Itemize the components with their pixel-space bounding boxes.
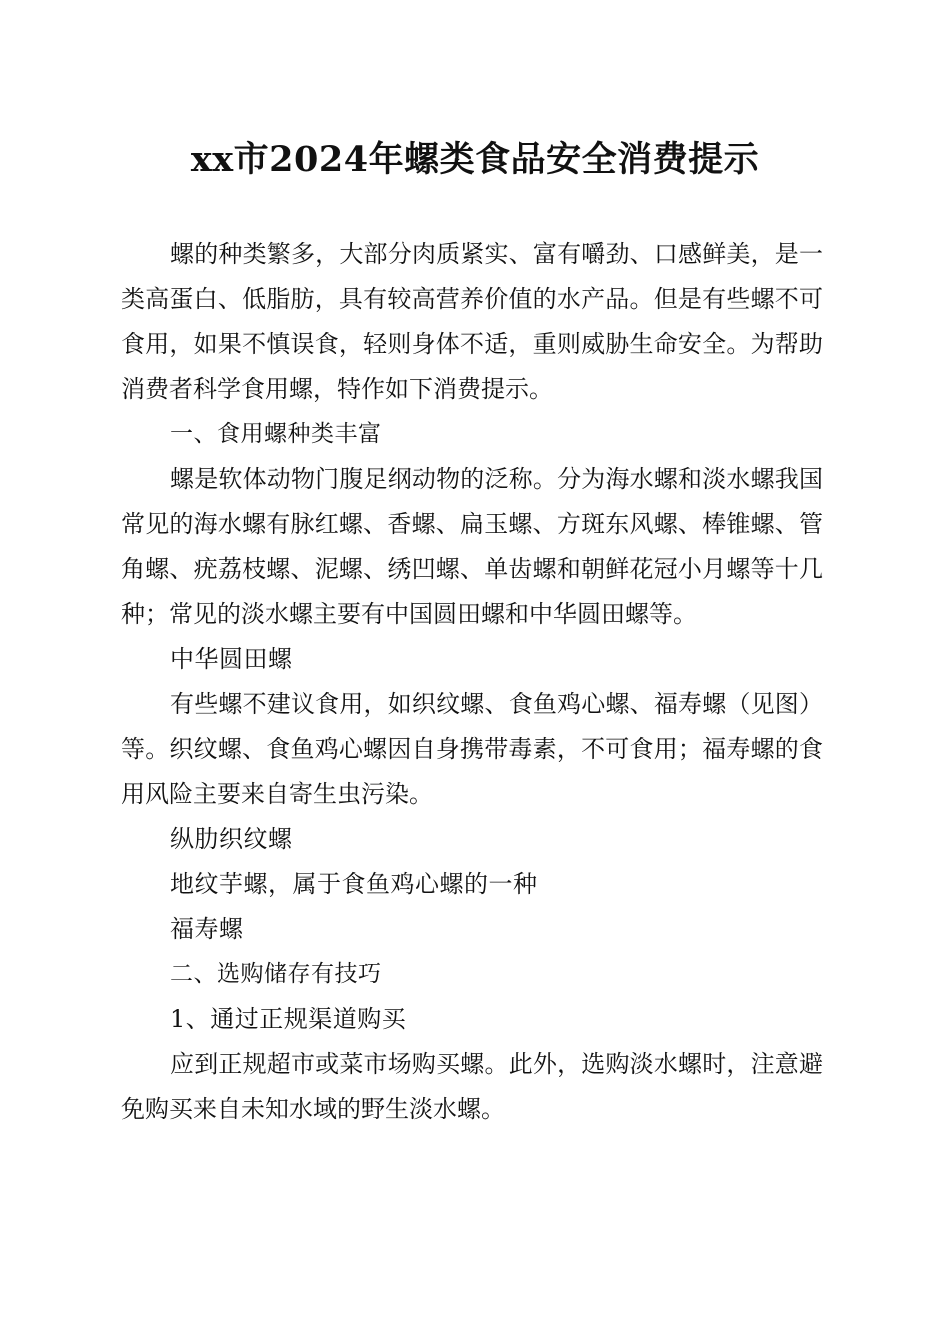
image-caption-1: 中华圆田螺 bbox=[170, 645, 293, 673]
image-caption-2: 纵肋织纹螺 bbox=[170, 825, 293, 853]
intro-paragraph: 螺的种类繁多，大部分肉质紧实、富有嚼劲、口感鲜美，是一类高蛋白、低脂肪，具有较高营养价值的水产品。但是有些螺不可食用，如果不慎误食，轻则身体不适，重则威胁生命安全。为帮助消费者科学食用螺，特作如下消费提示。 bbox=[121, 240, 823, 403]
image-caption-4: 福寿螺 bbox=[170, 915, 244, 943]
image-caption-3: 地纹芋螺，属于食鱼鸡心螺的一种 bbox=[170, 870, 538, 898]
section-heading-1: 一、食用螺种类丰富 bbox=[170, 421, 382, 447]
section1-paragraph-2: 有些螺不建议食用，如织纹螺、食鱼鸡心螺、福寿螺（见图）等。织纹螺、食鱼鸡心螺因自身携带毒素，不可食用；福寿螺的食用风险主要来自寄生虫污染。 bbox=[121, 690, 823, 808]
section1-paragraph-1: 螺是软体动物门腹足纲动物的泛称。分为海水螺和淡水螺我国常见的海水螺有脉红螺、香螺、扁玉螺、方斑东风螺、棒锥螺、管角螺、疣荔枝螺、泥螺、绣凹螺、单齿螺和朝鲜花冠小月螺等十几种；常见的淡水螺主要有中国圆田螺和中华圆田螺等。 bbox=[121, 465, 823, 628]
section2-subheading-1: 1、通过正规渠道购买 bbox=[170, 1005, 407, 1033]
section2-paragraph-1: 应到正规超市或菜市场购买螺。此外，选购淡水螺时，注意避免购买来自未知水域的野生淡水螺。 bbox=[121, 1050, 823, 1123]
document-title: xx市2024年螺类食品安全消费提示 bbox=[190, 139, 760, 180]
document-body bbox=[121, 232, 823, 1132]
section-heading-2: 二、选购储存有技巧 bbox=[170, 961, 382, 987]
